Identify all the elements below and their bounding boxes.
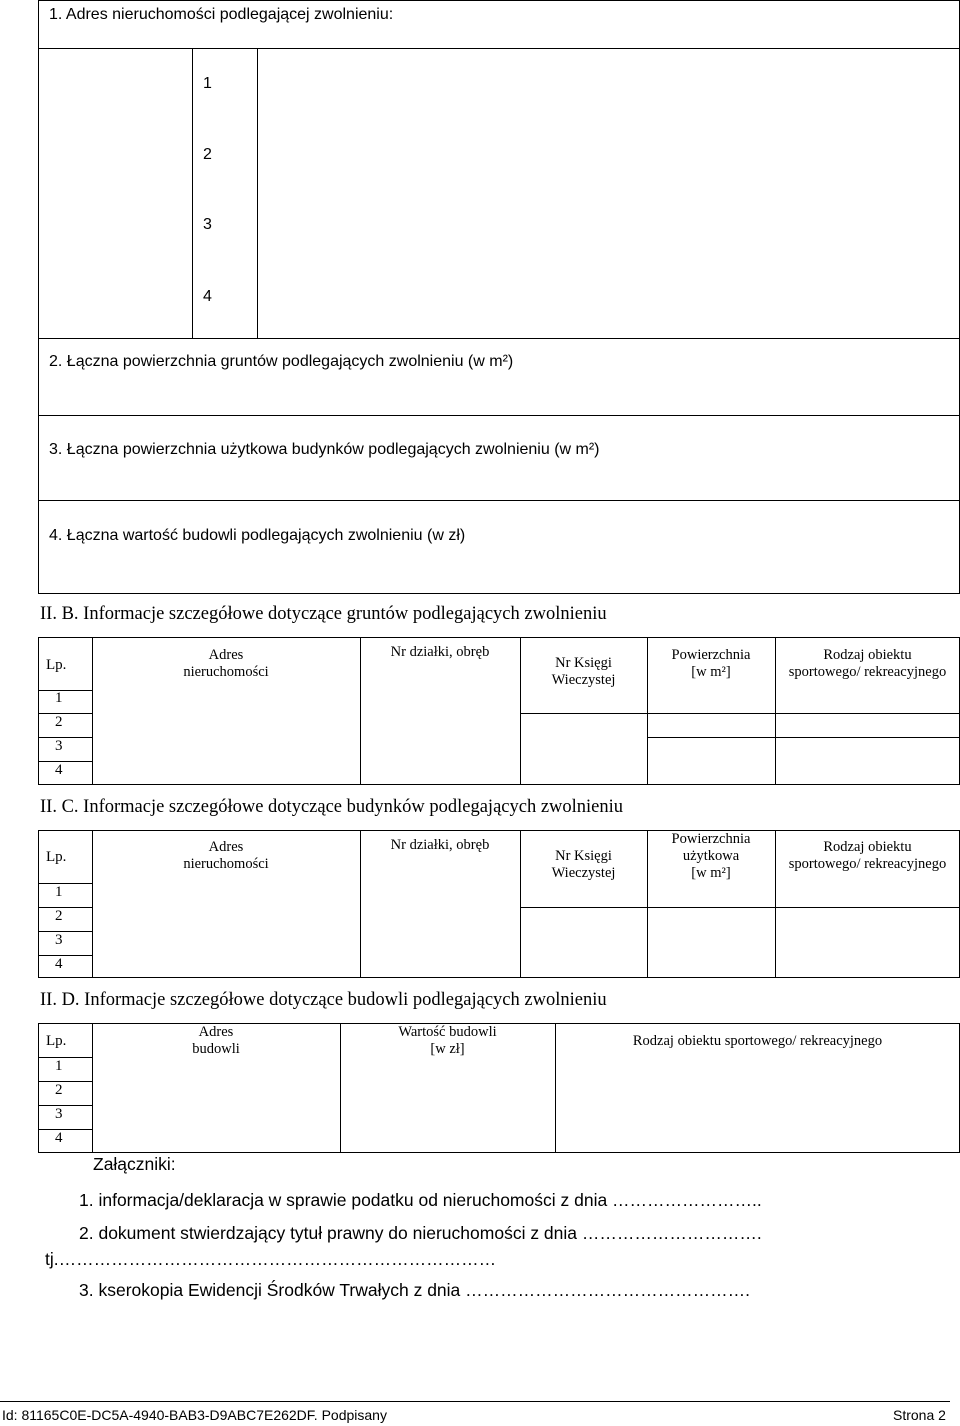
header-address-line: Adres bbox=[198, 1024, 234, 1040]
row-divider bbox=[38, 48, 960, 49]
attachment-item-2: 2. dokument stwierdzający tytuł prawny do nieruchomości z dnia …………………………. bbox=[79, 1223, 762, 1243]
attachment-item-1: 1. informacja/deklaracja w sprawie podatku od nieruchomości z dnia …………………….. bbox=[79, 1190, 762, 1210]
row-divider bbox=[520, 713, 960, 714]
header-area-line: [w m²] bbox=[691, 664, 731, 680]
row-divider bbox=[647, 737, 960, 738]
header-address bbox=[92, 647, 360, 681]
building-area-label: 3. Łączna powierzchnia użytkowa budynków podlegających zwolnieniu (w m²) bbox=[49, 441, 600, 458]
column-divider bbox=[257, 48, 258, 338]
row-number: 2 bbox=[55, 908, 63, 924]
row-divider bbox=[38, 931, 92, 932]
row-divider bbox=[38, 737, 92, 738]
header-area bbox=[647, 647, 775, 681]
header-book bbox=[520, 655, 647, 689]
header-address-line: nieruchomości bbox=[183, 664, 269, 680]
header-address bbox=[92, 839, 360, 873]
column-divider bbox=[192, 48, 193, 338]
header-type-line: sportowego/ rekreacyjnego bbox=[788, 664, 947, 680]
row-divider bbox=[38, 955, 92, 956]
row-number: 3 bbox=[55, 932, 63, 948]
header-address bbox=[92, 1024, 340, 1058]
row-divider bbox=[38, 713, 92, 714]
row-divider bbox=[38, 500, 960, 501]
header-book-line: Nr Księgi bbox=[555, 655, 612, 671]
address-row-number: 1 bbox=[203, 75, 212, 92]
row-divider bbox=[38, 1057, 92, 1058]
row-divider bbox=[38, 1081, 92, 1082]
address-row-number: 3 bbox=[203, 216, 212, 233]
row-divider bbox=[38, 761, 92, 762]
header-plot: Nr działki, obręb bbox=[390, 837, 490, 853]
section-d-title: II. D. Informacje szczegółowe dotyczące budowli podlegających zwolnieniu bbox=[40, 990, 607, 1010]
row-number: 3 bbox=[55, 738, 63, 754]
attachments-label: Załączniki: bbox=[93, 1154, 176, 1174]
header-lp: Lp. bbox=[46, 1033, 67, 1049]
row-number: 2 bbox=[55, 1082, 63, 1098]
header-address-line: Adres bbox=[208, 839, 244, 855]
header-book-line: Nr Księgi bbox=[555, 848, 612, 864]
attachment-item-3: 3. kserokopia Ewidencji Środków Trwałych z dnia …………………………………………. bbox=[79, 1280, 751, 1300]
header-type-line: sportowego/ rekreacyjnego bbox=[788, 856, 947, 872]
header-object-type bbox=[775, 839, 960, 873]
land-area-label: 2. Łączna powierzchnia gruntów podlegających zwolnieniu (w m²) bbox=[49, 353, 514, 370]
header-book-line: Wieczystej bbox=[551, 672, 616, 688]
row-divider bbox=[38, 883, 92, 884]
header-area-line: Powierzchnia bbox=[671, 647, 751, 663]
row-number: 1 bbox=[55, 1058, 63, 1074]
header-plot: Nr działki, obręb bbox=[390, 644, 490, 660]
row-number: 1 bbox=[55, 884, 63, 900]
header-structure-value bbox=[340, 1024, 555, 1058]
header-area-line: Powierzchnia bbox=[671, 831, 751, 847]
header-address-line: Adres bbox=[208, 647, 244, 663]
row-number: 3 bbox=[55, 1106, 63, 1122]
row-divider bbox=[38, 1129, 92, 1130]
row-divider bbox=[38, 690, 92, 691]
row-divider bbox=[38, 907, 92, 908]
header-type-line: Rodzaj obiektu bbox=[823, 839, 912, 855]
attachment-item-2-continued: tj.………………………………………………………………… bbox=[45, 1249, 497, 1269]
row-number: 4 bbox=[55, 762, 63, 778]
row-divider bbox=[38, 1105, 92, 1106]
page-number: Strona 2 bbox=[893, 1407, 946, 1423]
address-label: 1. Adres nieruchomości podlegającej zwolnieniu: bbox=[49, 6, 394, 23]
header-value-line: Wartość budowli bbox=[398, 1024, 497, 1040]
header-area-line: [w m²] bbox=[691, 865, 731, 881]
header-usable-area bbox=[647, 831, 775, 882]
row-divider bbox=[520, 907, 960, 908]
structure-value-label: 4. Łączna wartość budowli podlegających zwolnieniu (w zł) bbox=[49, 527, 466, 544]
header-address-line: budowli bbox=[192, 1041, 240, 1057]
address-row-number: 4 bbox=[203, 288, 212, 305]
header-address-line: nieruchomości bbox=[183, 856, 269, 872]
section-c-title: II. C. Informacje szczegółowe dotyczące budynków podlegających zwolnieniu bbox=[40, 797, 624, 817]
row-number: 1 bbox=[55, 690, 63, 706]
row-divider bbox=[38, 415, 960, 416]
row-divider bbox=[38, 338, 960, 339]
footer-rule bbox=[0, 1401, 950, 1402]
header-book bbox=[520, 848, 647, 882]
row-number: 4 bbox=[55, 956, 63, 972]
document-id: Id: 81165C0E-DC5A-4940-BAB3-D9ABC7E262DF. Podpisany bbox=[2, 1407, 387, 1423]
header-object-type: Rodzaj obiektu sportowego/ rekreacyjnego bbox=[632, 1033, 883, 1049]
row-number: 2 bbox=[55, 714, 63, 730]
row-number: 4 bbox=[55, 1130, 63, 1146]
header-object-type bbox=[775, 647, 960, 681]
section-a-box bbox=[38, 0, 960, 594]
header-area-line: użytkowa bbox=[682, 848, 740, 864]
section-b-title: II. B. Informacje szczegółowe dotyczące gruntów podlegających zwolnieniu bbox=[40, 604, 607, 624]
header-value-line: [w zł] bbox=[430, 1041, 465, 1057]
header-book-line: Wieczystej bbox=[551, 865, 616, 881]
header-type-line: Rodzaj obiektu bbox=[823, 647, 912, 663]
header-lp: Lp. bbox=[46, 849, 67, 865]
header-lp: Lp. bbox=[46, 657, 67, 673]
address-row-number: 2 bbox=[203, 146, 212, 163]
